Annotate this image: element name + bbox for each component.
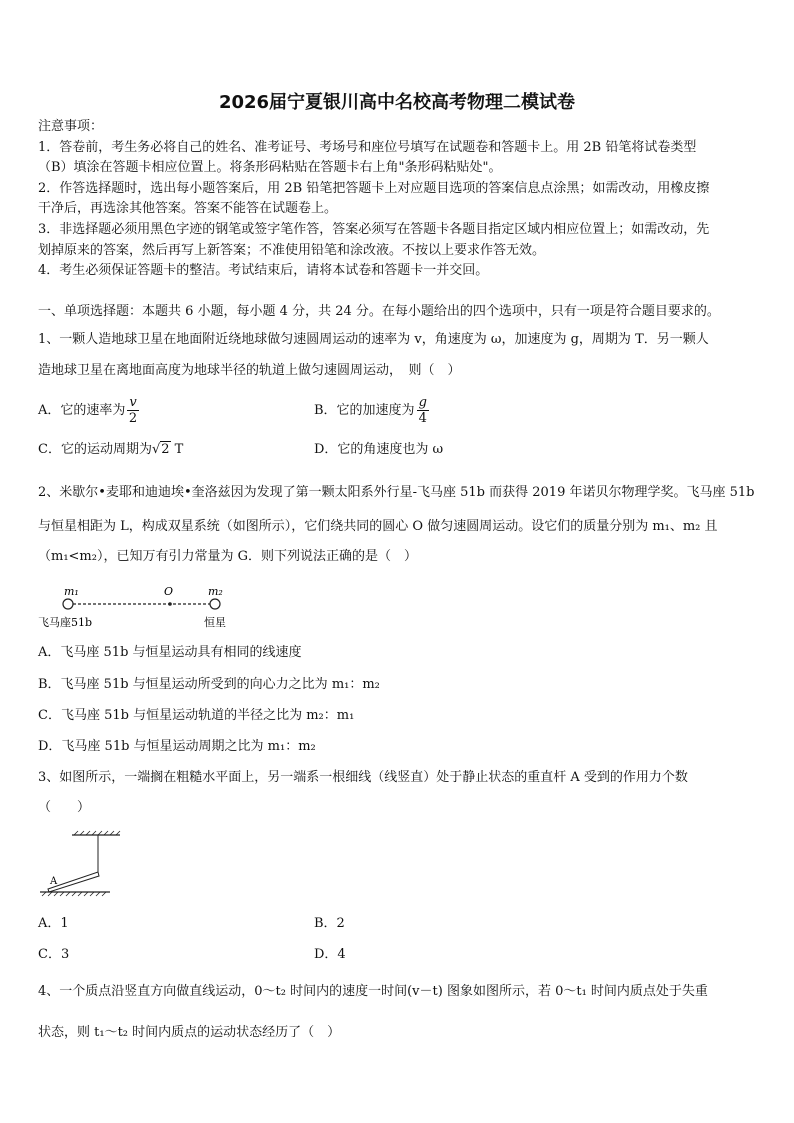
notice-line-2: （B）填涂在答题卡相应位置上。将条形码粘贴在答题卡右上角"条形码粘贴处"。 [38,160,502,175]
q4-stem-line-2: 状态，则 t₁～t₂ 时间内质点的运动状态经历了（ ） [38,1025,341,1040]
q2-option-b: B．飞马座 51b 与恒星运动所受到的向心力之比为 m₁：m₂ [38,677,380,692]
q3-stem-line-1: 3、如图所示，一端搁在粗糙水平面上，另一端系一根细线（线竖直）处于静止状态的重直杆 A 受到的作用力个数 [38,770,688,785]
fig-rod-label: A [50,876,58,887]
q1-stem-line-1: 1、一颗人造地球卫星在地面附近绕地球做匀速圆周运动的速率为 v，角速度为 ω，加速度为 g，周期为 T．另一颗人 [38,332,709,347]
notice-heading: 注意事项： [38,119,104,134]
q1-option-b: B．它的加速度为 $\frac{g}{4}$ [314,395,427,426]
q4-stem-line-1: 4、一个质点沿竖直方向做直线运动，0～t₂ 时间内的速度一时间(v－t) 图象如图所示，若 0～t₁ 时间内质点处于失重 [38,984,708,999]
q3-stem-line-2: （ ） [38,800,91,815]
section-heading: 一、单项选择题：本题共 6 小题，每小题 4 分，共 24 分。在每小题给出的四个选项中，只有一项是符合题目要求的。 [38,304,720,319]
q2-option-d: D．飞马座 51b 与恒星运动周期之比为 m₁：m₂ [38,739,316,754]
q2-stem-line-1: 2、米歇尔•麦耶和迪迪埃•奎洛兹因为发现了第一颗太阳系外行星-飞马座 51b 而获得 2019 年诺贝尔物理学奖。飞马座 51b [38,485,755,500]
binary-star-diagram [38,584,238,632]
q3-option-a: A．1 [38,916,69,931]
q1-option-a: A．它的速率为 $\frac{v}{2}$ [38,395,138,426]
q3-option-d: D．4 [314,947,346,962]
q1-option-d: D．它的角速度也为 ω [314,442,444,457]
page-title: 2026届宁夏银川高中名校高考物理二模试卷 [218,92,576,113]
rod-diagram [38,830,128,900]
q3-option-c: C．3 [38,947,70,962]
q1-stem-line-2: 造地球卫星在离地面高度为地球半径的轨道上做匀速圆周运动， 则（ ） [38,363,461,378]
fig-planet-circle [63,599,73,609]
q2-stem-line-3: （m₁<m₂），已知万有引力常量为 G．则下列说法正确的是（ ） [38,549,417,564]
notice-line-7: 4．考生必须保证答题卡的整洁。考试结束后，请将本试卷和答题卡一并交回。 [38,263,489,278]
q2-option-c: C．飞马座 51b 与恒星运动轨道的半径之比为 m₂：m₁ [38,708,355,723]
fig-star-circle [210,599,220,609]
notice-line-5: 3．非选择题必须用黑色字迹的钢笔或签字笔作答，答案必须写在答题卡各题目指定区域内相应位置上；如需改动，先 [38,222,710,237]
notice-line-3: 2．作答选择题时，选出每小题答案后，用 2B 铅笔把答题卡上对应题目选项的答案信息点涂黑；如需改动，用橡皮擦 [38,181,710,196]
fig-m1-label: m₁ [64,585,79,598]
notice-line-1: 1．答卷前，考生务必将自己的姓名、准考证号、考场号和座位号填写在试题卷和答题卡上。用 2B 铅笔将试卷类型 [38,140,697,155]
fig-center-dot [168,602,172,606]
fig-star-label: 恒星 [204,616,226,629]
q2-stem-line-2: 与恒星相距为 L，构成双星系统（如图所示），它们绕共同的圆心 O 做匀速圆周运动。设它们的质量分别为 m₁、m₂ 且 [38,519,718,534]
fig-o-label: O [164,585,174,598]
fig-m2-label: m₂ [208,585,223,598]
q3-option-b: B．2 [314,916,345,931]
notice-line-4: 干净后，再选涂其他答案。答案不能答在试题卷上。 [38,201,338,216]
notice-line-6: 划掉原来的答案，然后再写上新答案；不准使用铅笔和涂改液。不按以上要求作答无效。 [38,243,546,258]
q1-option-c: C．它的运动周期为√2 T [38,442,184,457]
q2-option-a: A．飞马座 51b 与恒星运动具有相同的线速度 [38,645,302,660]
fig-planet-label: 飞马座51b [38,616,93,629]
